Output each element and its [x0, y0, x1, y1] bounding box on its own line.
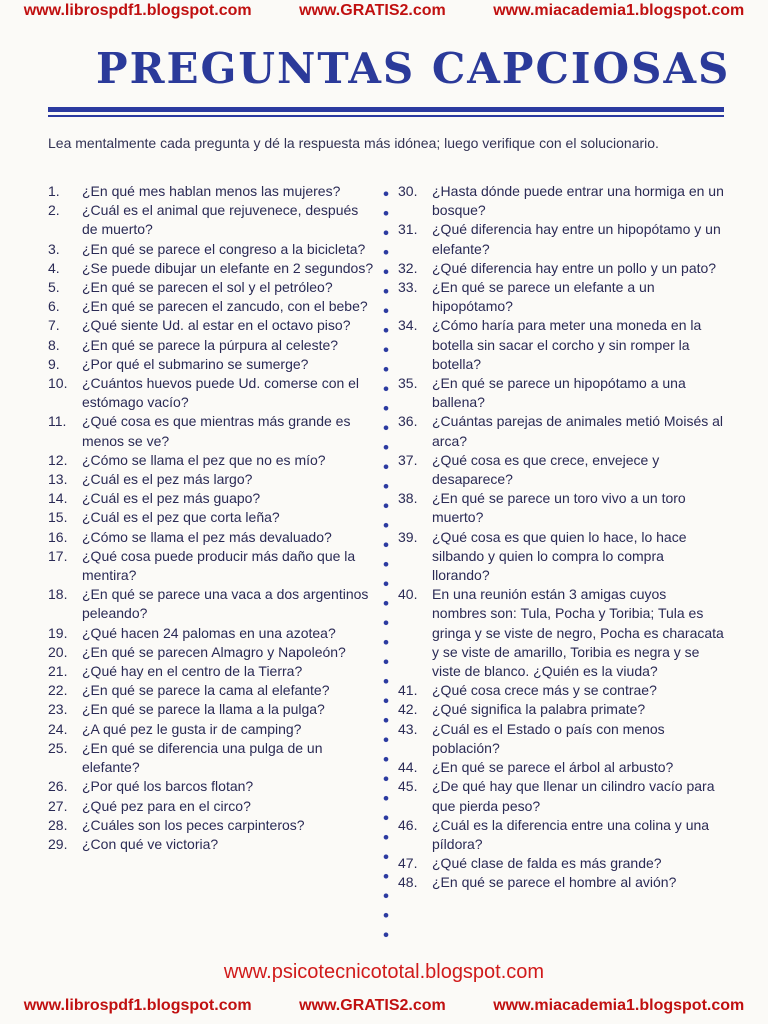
dotted-divider [379, 184, 393, 940]
question-item [398, 720, 724, 758]
question-text: ¿En qué se parece el hombre al avión? [432, 874, 677, 891]
question-text: ¿Qué cosa es que quien lo hace, lo hace silbando y quien lo compra lo compra llorando? [432, 528, 687, 584]
question-item [398, 259, 724, 278]
question-text: ¿En qué se diferencia una pulga de un elefante? [82, 739, 323, 776]
footer-link-gratis2[interactable]: www.GRATIS2.com [299, 997, 446, 1014]
question-item [398, 412, 724, 450]
question-text: ¿Se puede dibujar un elefante en 2 segundos? [82, 259, 374, 276]
header-links [0, 2, 768, 20]
question-item [398, 278, 724, 316]
question-text: ¿Qué significa la palabra primate? [432, 701, 646, 718]
question-text: ¿En qué mes hablan menos las mujeres? [82, 183, 341, 199]
question-text: ¿Qué cosa puede producir más daño que la mentira? [82, 547, 356, 584]
question-number: 22. [48, 682, 68, 699]
question-text: ¿En qué se parecen Almagro y Napoleón? [82, 643, 346, 660]
question-number: 41. [398, 682, 418, 699]
question-text: ¿Por qué el submarino se sumerge? [82, 355, 309, 372]
question-item [398, 316, 724, 374]
question-item [48, 412, 374, 450]
question-number: 1. [48, 183, 60, 199]
footer-link-librospdf[interactable]: www.librospdf1.blogspot.com [23, 997, 252, 1014]
question-text: ¿Qué pez para en el circo? [82, 797, 251, 814]
question-number: 46. [398, 816, 418, 833]
question-text: ¿Qué hay en el centro de la Tierra? [82, 663, 303, 680]
question-item [48, 624, 374, 643]
question-number: 21. [48, 663, 68, 680]
question-number: 44. [398, 759, 418, 776]
question-number: 35. [398, 375, 418, 392]
question-number: 5. [48, 279, 60, 296]
question-number: 28. [48, 816, 68, 833]
footer-link-miacademia[interactable]: www.miacademia1.blogspot.com [493, 997, 745, 1014]
question-item [398, 873, 724, 892]
question-item [48, 451, 374, 470]
question-number: 29. [48, 835, 68, 852]
question-item [48, 777, 374, 796]
question-item [48, 336, 374, 355]
question-text: ¿En qué se parece la llama a la pulga? [82, 701, 325, 718]
question-number: 34. [398, 317, 418, 334]
question-text: ¿En qué se parece la púrpura al celeste? [82, 336, 339, 353]
question-item [48, 700, 374, 719]
question-text: ¿En qué se parecen el sol y el petróleo? [82, 279, 333, 296]
question-item [48, 316, 374, 335]
question-text: ¿En qué se parece un toro vivo a un toro muerto? [432, 490, 686, 526]
question-text: ¿Cómo se llama el pez que no es mío? [82, 451, 326, 468]
question-item [48, 201, 374, 239]
question-number: 40. [398, 586, 418, 603]
question-item [48, 739, 374, 777]
question-text: ¿Cómo haría para meter una moneda en la botella sin sacar el corcho y sin romper la botella? [432, 317, 702, 372]
question-item [398, 220, 724, 258]
site-url[interactable]: www.psicotecnicototal.blogspot.com [223, 961, 545, 983]
question-item [48, 835, 374, 854]
page-title: PREGUNTAS CAPCIOSAS [96, 44, 731, 93]
question-number: 32. [398, 259, 418, 276]
question-text: ¿Qué clase de falda es más grande? [432, 855, 662, 872]
question-number: 13. [48, 471, 68, 488]
question-text: ¿Qué diferencia hay entre un pollo y un pato? [432, 259, 717, 276]
questions-left-column [48, 182, 374, 854]
question-number: 47. [398, 855, 418, 872]
question-item [398, 489, 724, 527]
question-item [48, 182, 374, 201]
question-number: 42. [398, 701, 418, 718]
question-text: ¿Qué diferencia hay entre un hipopótamo y un elefante? [432, 221, 721, 257]
question-item [48, 797, 374, 816]
question-item [48, 816, 374, 835]
question-item [48, 297, 374, 316]
question-number: 11. [48, 413, 67, 430]
question-number: 30. [398, 183, 418, 199]
question-text: ¿Hasta dónde puede entrar una hormiga en un bosque? [432, 183, 724, 219]
question-number: 4. [48, 259, 60, 276]
question-item [48, 355, 374, 374]
question-text: ¿Qué cosa es que mientras más grande es menos se ve? [82, 413, 351, 449]
question-text: ¿En qué se parecen el zancudo, con el bebe? [82, 298, 368, 315]
intro-text: Lea mentalmente cada pregunta y dé la respuesta más idónea; luego verifique con el solucionario. [48, 135, 659, 151]
question-item [398, 854, 724, 873]
question-text: ¿Con qué ve victoria? [82, 835, 219, 852]
question-text: ¿En qué se parece una vaca a dos argentinos peleando? [82, 586, 369, 622]
question-item [48, 470, 374, 489]
question-number: 10. [48, 375, 68, 392]
header-link-gratis2[interactable]: www.GRATIS2.com [299, 2, 446, 19]
question-text: ¿Cómo se llama el pez más devaluado? [82, 528, 332, 545]
question-text: ¿Qué cosa crece más y se contrae? [432, 682, 657, 699]
question-number: 36. [398, 413, 418, 430]
question-number: 23. [48, 701, 68, 718]
question-item [48, 585, 374, 623]
question-text: ¿Qué siente Ud. al estar en el octavo piso? [82, 317, 351, 334]
question-item [48, 681, 374, 700]
question-text: ¿Cuál es el Estado o país con menos población? [432, 720, 665, 756]
question-number: 24. [48, 720, 68, 737]
question-item [398, 700, 724, 719]
question-number: 16. [48, 528, 68, 545]
question-item [48, 374, 374, 412]
question-item [398, 585, 724, 681]
question-item [398, 451, 724, 489]
question-text: ¿Cuántas parejas de animales metió Moisés al arca? [432, 413, 724, 449]
question-text: ¿De qué hay que llenar un cilindro vacío para que pierda peso? [432, 778, 715, 814]
question-item [398, 758, 724, 777]
question-number: 31. [398, 221, 418, 238]
question-number: 20. [48, 643, 68, 660]
question-text: ¿En qué se parece el congreso a la bicicleta? [82, 240, 366, 257]
question-text: En una reunión están 3 amigas cuyos nombres son: Tula, Pocha y Toribia; Tula es gringa y se viste de negro, Pocha es characata y se viste de amarillo, Toribia es negra y se viste de blanco. ¿Quién es la viuda? [432, 586, 724, 680]
question-item [398, 182, 724, 220]
question-item [398, 374, 724, 412]
question-number: 27. [48, 797, 68, 814]
question-number: 38. [398, 490, 418, 507]
question-number: 37. [398, 451, 418, 468]
header-link-miacademia[interactable]: www.miacademia1.blogspot.com [493, 2, 745, 19]
question-item [48, 508, 374, 527]
question-item [48, 259, 374, 278]
question-text: ¿A qué pez le gusta ir de camping? [82, 720, 302, 737]
question-item [48, 547, 374, 585]
question-number: 3. [48, 240, 60, 257]
question-item [48, 489, 374, 508]
question-number: 18. [48, 586, 68, 603]
footer-links [0, 997, 768, 1015]
question-number: 45. [398, 778, 418, 795]
question-text: ¿Cuál es el pez más largo? [82, 471, 253, 488]
question-text: ¿Qué hacen 24 palomas en una azotea? [82, 624, 336, 641]
question-item [48, 528, 374, 547]
question-number: 15. [48, 509, 68, 526]
question-text: ¿En qué se parece un elefante a un hipopótamo? [432, 279, 655, 315]
question-text: ¿Cuál es el pez que corta leña? [82, 509, 280, 526]
question-text: ¿Cuál es el animal que rejuvenece, después de muerto? [82, 202, 359, 238]
question-text: ¿Cuáles son los peces carpinteros? [82, 816, 305, 833]
question-item [398, 681, 724, 700]
question-number: 25. [48, 739, 68, 756]
header-link-librospdf[interactable]: www.librospdf1.blogspot.com [23, 2, 252, 19]
question-text: ¿En qué se parece un hipopótamo a una ballena? [432, 375, 686, 411]
question-text: ¿En qué se parece el árbol al arbusto? [432, 759, 674, 776]
question-number: 48. [398, 874, 418, 891]
question-text: ¿En qué se parece la cama al elefante? [82, 682, 330, 699]
question-number: 14. [48, 490, 68, 507]
question-number: 19. [48, 624, 68, 641]
question-item [48, 720, 374, 739]
question-number: 2. [48, 202, 60, 219]
question-item [48, 278, 374, 297]
question-number: 9. [48, 355, 60, 372]
question-text: ¿Cuál es la diferencia entre una colina y una píldora? [432, 816, 710, 852]
question-number: 8. [48, 336, 60, 353]
question-item [398, 777, 724, 815]
question-number: 7. [48, 317, 60, 334]
title-rule-thin [48, 115, 724, 117]
question-text: ¿Cuál es el pez más guapo? [82, 490, 261, 507]
question-number: 43. [398, 720, 418, 737]
question-text: ¿Cuántos huevos puede Ud. comerse con el estómago vacío? [82, 375, 360, 411]
question-number: 17. [48, 547, 68, 564]
question-number: 39. [398, 528, 418, 545]
question-item [398, 816, 724, 854]
question-item [48, 240, 374, 259]
question-item [48, 662, 374, 681]
question-item [398, 528, 724, 586]
question-number: 33. [398, 279, 418, 296]
questions-right-column [398, 182, 724, 893]
title-rule-thick [48, 107, 724, 112]
question-number: 12. [48, 451, 68, 468]
question-text: ¿Por qué los barcos flotan? [82, 778, 254, 795]
question-item [48, 643, 374, 662]
question-number: 26. [48, 778, 68, 795]
question-number: 6. [48, 298, 60, 315]
question-text: ¿Qué cosa es que crece, envejece y desaparece? [432, 451, 660, 488]
